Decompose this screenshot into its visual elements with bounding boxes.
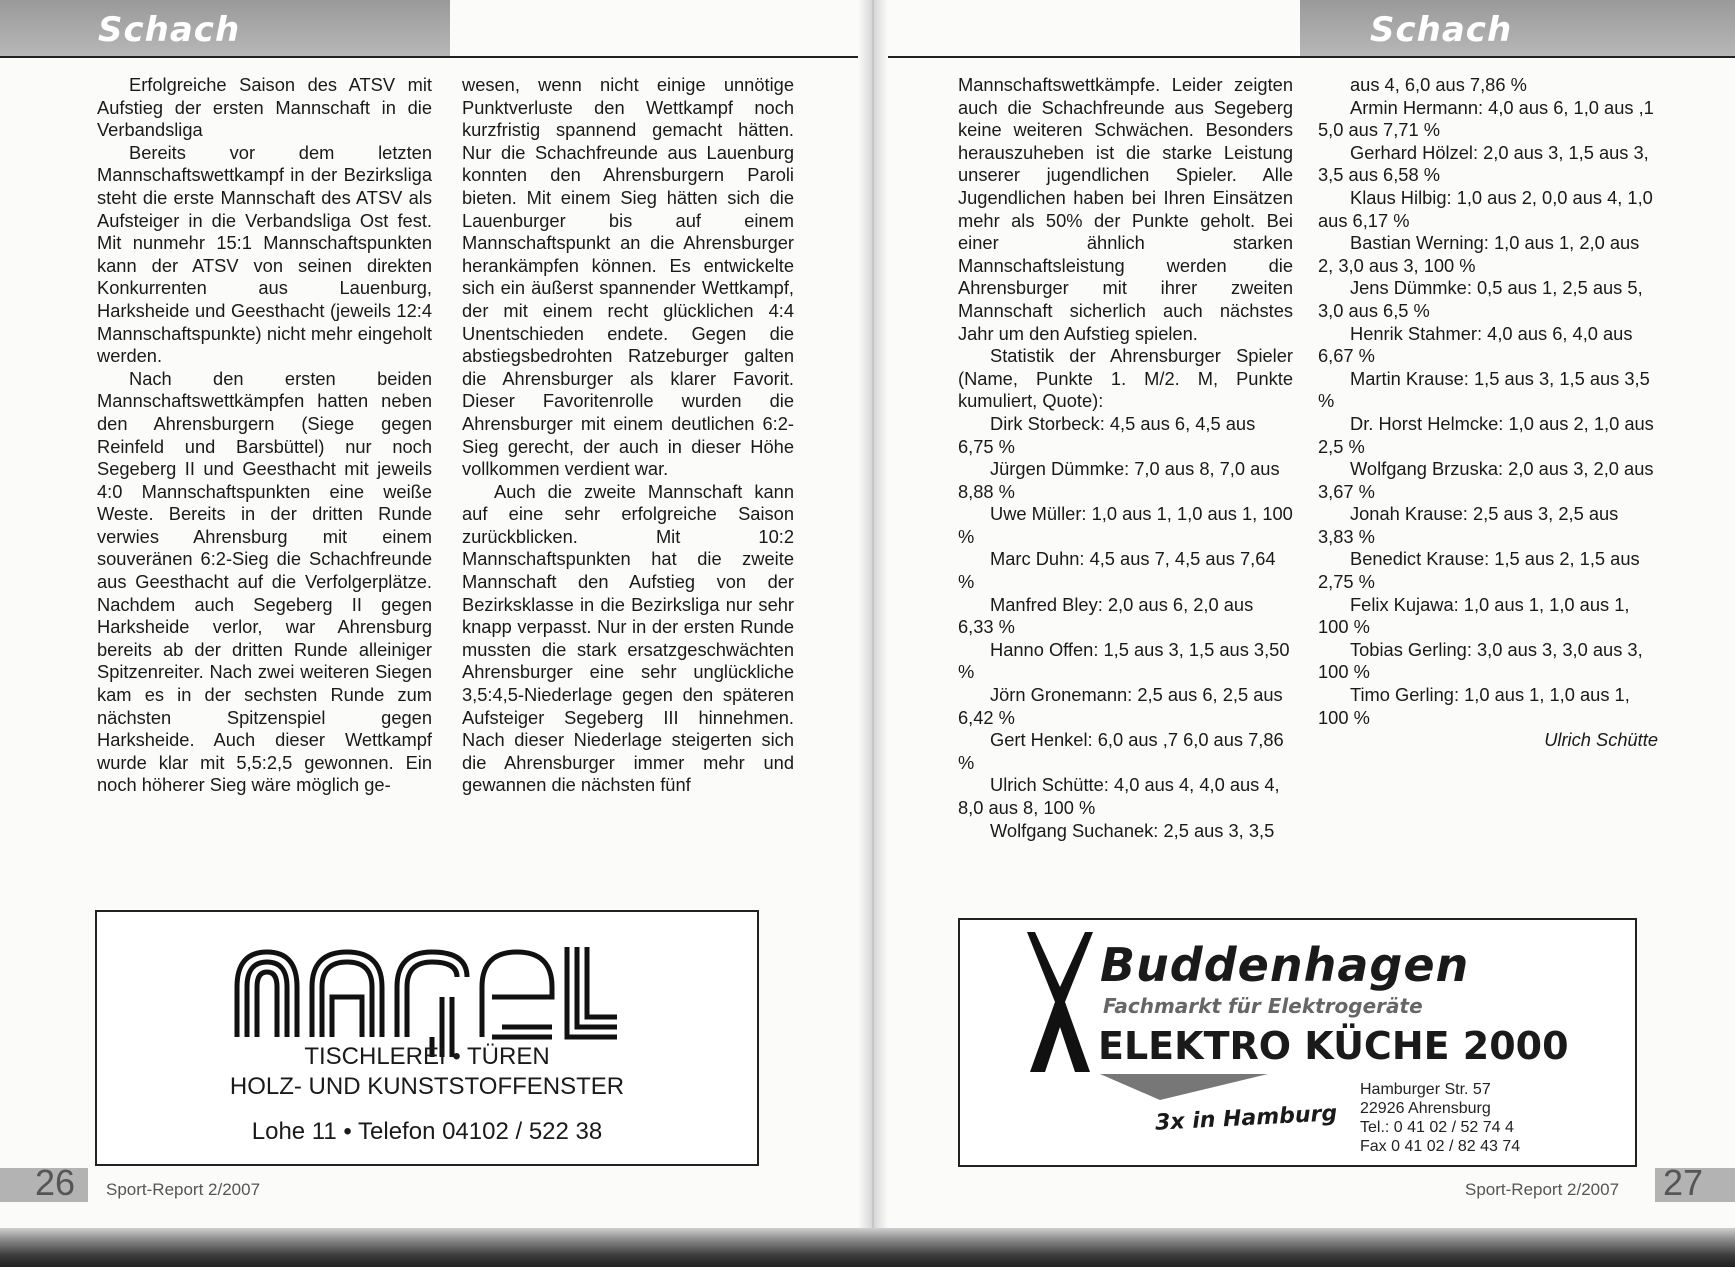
- player-stat-line: Martin Krause: 1,5 aus 3, 1,5 aus 3,5 %: [1318, 367, 1650, 412]
- nagel-logo: [97, 927, 757, 1057]
- footer-publication: Sport-Report 2/2007: [1465, 1180, 1620, 1199]
- buddenhagen-advertisement: [958, 918, 1637, 1167]
- buddenhagen-headline: ELEKTRO KÜCHE 2000: [1098, 1024, 1569, 1068]
- address-city: 22926 Ahrensburg: [1360, 1100, 1491, 1117]
- left-page: [0, 0, 873, 1240]
- article-column-2: [462, 74, 794, 797]
- player-stat-line: Felix Kujawa: 1,0 aus 1, 1,0 aus 1, 100 %: [1318, 593, 1630, 638]
- paragraph: Mannschaftswettkämpfe. Leider zeigten auch die Schachfreunde aus Segeberg keine weiteren Schwächen. Besonders herauszuheben ist die starke Leistung unserer jugendlichen Spieler. Alle Jugendlichen haben bei Ihren Einsätzen mehr als 50% der Punkte geholt. Bei einer ähnlich starken Mannschaftsleistung werden die Ahrensburger mit ihrer zweiten Mannschaft sicherlich auch nächstes Jahr um den Aufstieg spielen.: [958, 74, 1293, 344]
- address-phone: Tel.: 0 41 02 / 52 74 4: [1360, 1119, 1514, 1136]
- player-stat-line: Jürgen Dümmke: 7,0 aus 8, 7,0 aus 8,88 %: [958, 458, 1280, 502]
- player-stat-line: Jens Dümmke: 0,5 aus 1, 2,5 aus 5, 3,0 aus 6,5 %: [1318, 277, 1643, 321]
- section-title: Schach: [1370, 10, 1513, 50]
- player-stat-line: Dr. Horst Helmcke: 1,0 aus 2, 1,0 aus 2,5 %: [1318, 412, 1654, 457]
- scan-bottom-shadow: [0, 1228, 1735, 1267]
- page-number: 27: [1663, 1162, 1704, 1203]
- header-rule: [0, 56, 873, 58]
- article-column-2: [1318, 74, 1658, 752]
- player-stat-line: Marc Duhn: 4,5 aus 7, 4,5 aus 7,64 %: [958, 548, 1276, 593]
- player-stat-line: Benedict Krause: 1,5 aus 2, 1,5 aus 2,75 %: [1318, 548, 1640, 593]
- player-stat-line: Henrik Stahmer: 4,0 aus 6, 4,0 aus 6,67 %: [1318, 322, 1633, 367]
- arrow-icon: [1100, 1072, 1270, 1102]
- player-stat-line: Timo Gerling: 1,0 aus 1, 1,0 aus 1, 100 %: [1318, 684, 1630, 728]
- footer-publication: Sport-Report 2/2007: [106, 1180, 261, 1199]
- address-fax: Fax 0 41 02 / 82 43 74: [1360, 1138, 1521, 1155]
- header-rule: [883, 56, 1735, 58]
- nagel-line-1: TISCHLEREI • TÜREN: [304, 1043, 550, 1070]
- paragraph: wesen, wenn nicht einige unnötige Punktverluste den Wettkampf noch kurzfristig spannend gemacht hätten. Nur die Schachfreunde aus Lauenburg konnten den Ahrensburgern Paroli bieten. Mit einem Sieg hätten sich die Lauenburger bis auf einem Mannschaftspunkt an die Ahrensburger herankämpfen können. Es entwickelte sich ein äußerst spannender Wettkampf, der mit einem recht glücklichen 4:4 Unentschieden endete. Gegen die abstiegsbedrohten Ratzeburger galten die Ahrensburger als klarer Favorit. Dieser Favoritenrolle wurden die Ahrensburger mit einem deutlichen 6:2-Sieg gerecht, der auch in dieser Höhe vollkommen verdient war.: [462, 74, 794, 480]
- buddenhagen-address: [1360, 1080, 1520, 1156]
- player-stat-line: Klaus Hilbig: 1,0 aus 2, 0,0 aus 4, 1,0 aus 6,17 %: [1318, 186, 1653, 231]
- player-stat-line: Ulrich Schütte: 4,0 aus 4, 4,0 aus 4, 8,0 aus 8, 100 %: [958, 774, 1280, 818]
- book-gutter: [858, 0, 888, 1240]
- author-signature: Ulrich Schütte: [1544, 729, 1658, 751]
- player-stat-line: Gerhard Hölzel: 2,0 aus 3, 1,5 aus 3, 3,5 aus 6,58 %: [1318, 141, 1649, 186]
- section-header-bar: [0, 0, 450, 58]
- address-street: Hamburger Str. 57: [1360, 1081, 1491, 1098]
- paragraph: Nach den ersten beiden Mannschaftswettkämpfen hatten neben den Ahrensburgern (Siege gegen Reinfeld und Barsbüttel) nur noch Segeberg II und Geesthacht mit jeweils 4:0 Mannschaftspunkten eine weiße Weste. Bereits in der dritten Runde verwies Ahrensburg mit einem souveränen 6:2-Sieg die Schachfreunde aus Geesthacht auf die Verfolgerplätze. Nachdem auch Segeberg II gegen Harksheide verlor, war Ahrensburg bereits ab der dritten Runde alleiniger Spitzenreiter. Nach zwei weiteren Siegen kam es in der sechsten Runde zum nächsten Spitzenspiel gegen Harksheide. Auch dieser Wettkampf wurde klar mit 5,5:2,5 gewonnen. Ein noch höherer Sieg wäre möglich ge-: [97, 367, 432, 796]
- player-stat-line: Gert Henkel: 6,0 aus ,7 6,0 aus 7,86 %: [958, 729, 1284, 773]
- nagel-advertisement: [95, 910, 759, 1166]
- player-stat-line: Bastian Werning: 1,0 aus 1, 2,0 aus 2, 3,0 aus 3, 100 %: [1318, 232, 1640, 276]
- player-stat-line: Wolfgang Brzuska: 2,0 aus 3, 2,0 aus 3,67 %: [1318, 458, 1654, 502]
- buddenhagen-locations: 3x in Hamburg: [1154, 1101, 1338, 1136]
- section-title: Schach: [98, 10, 241, 50]
- article-column-1: [958, 74, 1293, 842]
- right-page: [873, 0, 1735, 1240]
- paragraph: Erfolgreiche Saison des ATSV mit Aufstieg der ersten Mannschaft in die Verbandsliga: [97, 74, 432, 141]
- player-stat-line: Jörn Gronemann: 2,5 aus 6, 2,5 aus 6,42 %: [958, 684, 1283, 728]
- nagel-line-2: HOLZ- UND KUNSTSTOFFENSTER: [229, 1073, 625, 1100]
- player-stat-line: Tobias Gerling: 3,0 aus 3, 3,0 aus 3, 100 %: [1318, 638, 1643, 683]
- article-column-1: [97, 74, 432, 797]
- section-header-bar: [1300, 0, 1735, 58]
- paragraph: Bereits vor dem letzten Mannschaftswettkampf in der Bezirksliga steht die erste Mannschaft des ATSV als Aufsteiger in die Verbandsliga Ost fest. Mit nunmehr 15:1 Mannschaftspunkten kann der ATSV von seinen direkten Konkurrenten aus Lauenburg, Harksheide und Geesthacht (jeweils 12:4 Mannschaftspunkte) nicht mehr eingeholt werden.: [97, 141, 432, 367]
- page-number: 26: [35, 1162, 76, 1203]
- player-stat-line: Wolfgang Suchanek: 2,5 aus 3, 3,5: [990, 819, 1275, 841]
- player-stat-line: Armin Hermann: 4,0 aus 6, 1,0 aus ,1 5,0 aus 7,71 %: [1318, 96, 1654, 141]
- player-stat-line: Uwe Müller: 1,0 aus 1, 1,0 aus 1, 100 %: [958, 503, 1293, 547]
- player-stat-line: Jonah Krause: 2,5 aus 3, 2,5 aus 3,83 %: [1318, 503, 1619, 547]
- player-stat-line: Dirk Storbeck: 4,5 aus 6, 4,5 aus 6,75 %: [958, 412, 1256, 457]
- player-stat-line: aus 4, 6,0 aus 7,86 %: [1350, 74, 1527, 95]
- nagel-line-3: Lohe 11 • Telefon 04102 / 522 38: [251, 1118, 603, 1145]
- player-stat-line: Hanno Offen: 1,5 aus 3, 1,5 aus 3,50 %: [958, 638, 1290, 683]
- paragraph: Statistik der Ahrensburger Spieler (Name, Punkte 1. M/2. M, Punkte kumuliert, Quote):: [958, 345, 1293, 412]
- buddenhagen-brand: Buddenhagen: [1100, 938, 1470, 992]
- x-logo-icon: [1025, 932, 1095, 1072]
- player-stat-line: Manfred Bley: 2,0 aus 6, 2,0 aus 6,33 %: [958, 593, 1254, 638]
- paragraph: Auch die zweite Mannschaft kann auf eine sehr erfolgreiche Saison zurückblicken. Mit 10:2 Mannschaftspunkten hat die zweite Mannschaft den Aufstieg von der Bezirksklasse in die Bezirksliga nur sehr knapp verpasst. Nur in der ersten Runde mussten die stark ersatzgeschwächten Ahrensburger eine sehr unglückliche 3,5:4,5-Niederlage gegen den späteren Aufsteiger Segeberg III hinnehmen. Nach dieser Niederlage steigerten sich die Ahrensburger immer mehr und gewannen die nächsten fünf: [462, 480, 794, 796]
- buddenhagen-tagline: Fachmarkt für Elektrogeräte: [1103, 994, 1423, 1018]
